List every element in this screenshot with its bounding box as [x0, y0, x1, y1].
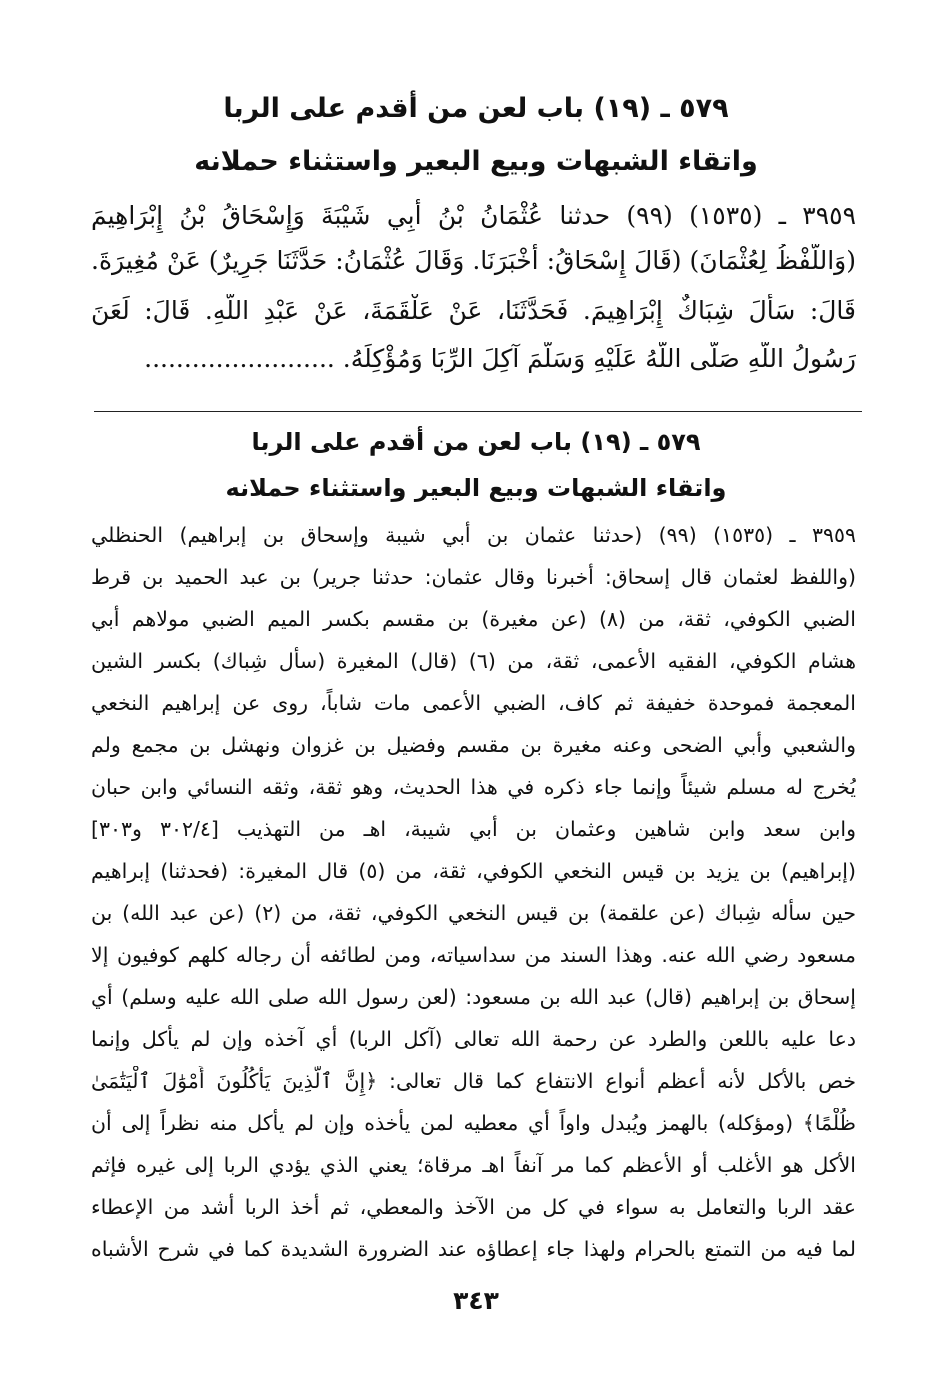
commentary-title: ٥٧٩ ـ (١٩) باب لعن من أقدم على الربا — [251, 428, 701, 456]
commentary-line: الأكل هو الأغلب أو الأعظم كما مر آنفاً اهـ مرقاة؛ يعني الذي يؤدي الربا إلى غيره فإثم — [91, 1153, 856, 1177]
commentary-line: لما فيه من التمتع بالحرام ولهذا جاء إعطاؤه عند الضرورة الشديدة كما في شرح الأشباه — [91, 1237, 856, 1261]
commentary-line: (واللفظ لعثمان قال إسحاق: أخبرنا وقال عثمان: حدثنا جرير) بن عبد الحميد بن قرط — [91, 565, 856, 589]
separator-rule — [94, 411, 862, 412]
hadith-line: (وَاللَّفْظُ لِعُثْمَانَ) (قَالَ إِسْحَاقُ: أَخْبَرَنَا. وَقَالَ عُثْمَانُ: حَدَّثَنَا جَرِيرٌ) عَنْ مُغِيرَةَ. — [91, 246, 856, 275]
commentary-line: يُخرج له مسلم شيئاً وإنما جاء ذكره في هذا الحديث، وهو ثقة، وثقه النسائي وابن حبان — [91, 775, 856, 799]
hadith-line: رَسُولُ اللَّهِ صَلَّى اللَّهُ عَلَيْهِ وَسَلَّمَ آكِلَ الرِّبَا وَمُؤْكِلَهُ. ........................ — [144, 344, 856, 373]
page-number: ٣٤٣ — [453, 1286, 499, 1315]
hadith-line: ٣٩٥٩ ـ (١٥٣٥) (٩٩) حدثنا عُثْمَانُ بْنُ أَبِي شَيْبَةَ وَإِسْحَاقُ بْنُ إِبْرَاهِيمَ — [91, 201, 856, 230]
commentary-line: حين سأله شِباك (عن علقمة) بن قيس النخعي الكوفي، ثقة، من (٢) (عن عبد الله) بن — [91, 901, 856, 925]
commentary-line: (إبراهيم) بن يزيد بن قيس النخعي الكوفي، ثقة، من (٥) قال المغيرة: (فحدثنا) إبراهيم — [91, 859, 856, 883]
commentary-line: الضبي الكوفي، ثقة، من (٨) (عن مغيرة) بن مقسم بكسر الميم الضبي مولاهم أبي — [91, 607, 856, 631]
chapter-title: ٥٧٩ ـ (١٩) باب لعن من أقدم على الربا — [223, 93, 729, 124]
commentary-line: دعا عليه باللعن والطرد عن رحمة الله تعالى (آكل الربا) أي آخذه وإن لم يأكل وإنما — [91, 1027, 856, 1051]
commentary-line: ٣٩٥٩ ـ (١٥٣٥) (٩٩) (حدثنا عثمان بن أبي شيبة وإسحاق بن إبراهيم) الحنظلي — [91, 523, 856, 547]
commentary-line: مسعود رضي الله عنه. وهذا السند من سداسياته، ومن لطائفه أن رجاله كلهم كوفيون إلا — [91, 943, 856, 967]
commentary-line: عقد الربا والتعامل به سواء في كل من الآخذ والمعطي، ثم أخذ الربا أشد من الإعطاء — [91, 1195, 856, 1219]
commentary-subtitle: واتقاء الشبهات وبيع البعير واستثناء حملانه — [225, 474, 727, 502]
commentary-line: هشام الكوفي، الفقيه الأعمى، ثقة، من (٦) (قال) المغيرة (سأل شِباك) بكسر الشين — [91, 649, 856, 673]
chapter-subtitle: واتقاء الشبهات وبيع البعير واستثناء حملانه — [194, 146, 758, 177]
hadith-line: قَالَ: سَأَلَ شِبَاكٌ إِبْرَاهِيمَ. فَحَدَّثَنَا، عَنْ عَلْقَمَةَ، عَنْ عَبْدِ اللَّهِ. قَالَ: لَعَنَ — [91, 296, 856, 325]
commentary-line: المعجمة فموحدة خفيفة ثم كاف، الضبي الأعمى مات شاباً، روى عن إبراهيم النخعي — [91, 691, 856, 715]
commentary-line: والشعبي وأبي الضحى وعنه مغيرة بن مقسم وفضيل بن غزوان ونهشل بن مجمع ولم — [91, 733, 856, 757]
commentary-line: ظُلْمًا﴾ (ومؤكله) بالهمز ويُبدل واواً أي معطيه لمن يأخذه وإن لم يأكل منه نظراً إلى أن — [91, 1111, 856, 1135]
commentary-line: خص بالأكل لأنه أعظم أنواع الانتفاع كما قال تعالى: ﴿إِنَّ ٱلَّذِينَ يَأْكُلُونَ أَمْوَٰلَ ٱلْيَتَٰمَىٰ — [91, 1069, 856, 1093]
commentary-line: وابن سعد وابن شاهين وعثمان بن أبي شيبة، اهـ من التهذيب [٣٠٢/٤ و٣٠٣] — [91, 817, 856, 841]
commentary-line: إسحاق بن إبراهيم (قال) عبد الله بن مسعود: (لعن رسول الله صلى الله عليه وسلم) أي — [91, 985, 856, 1009]
